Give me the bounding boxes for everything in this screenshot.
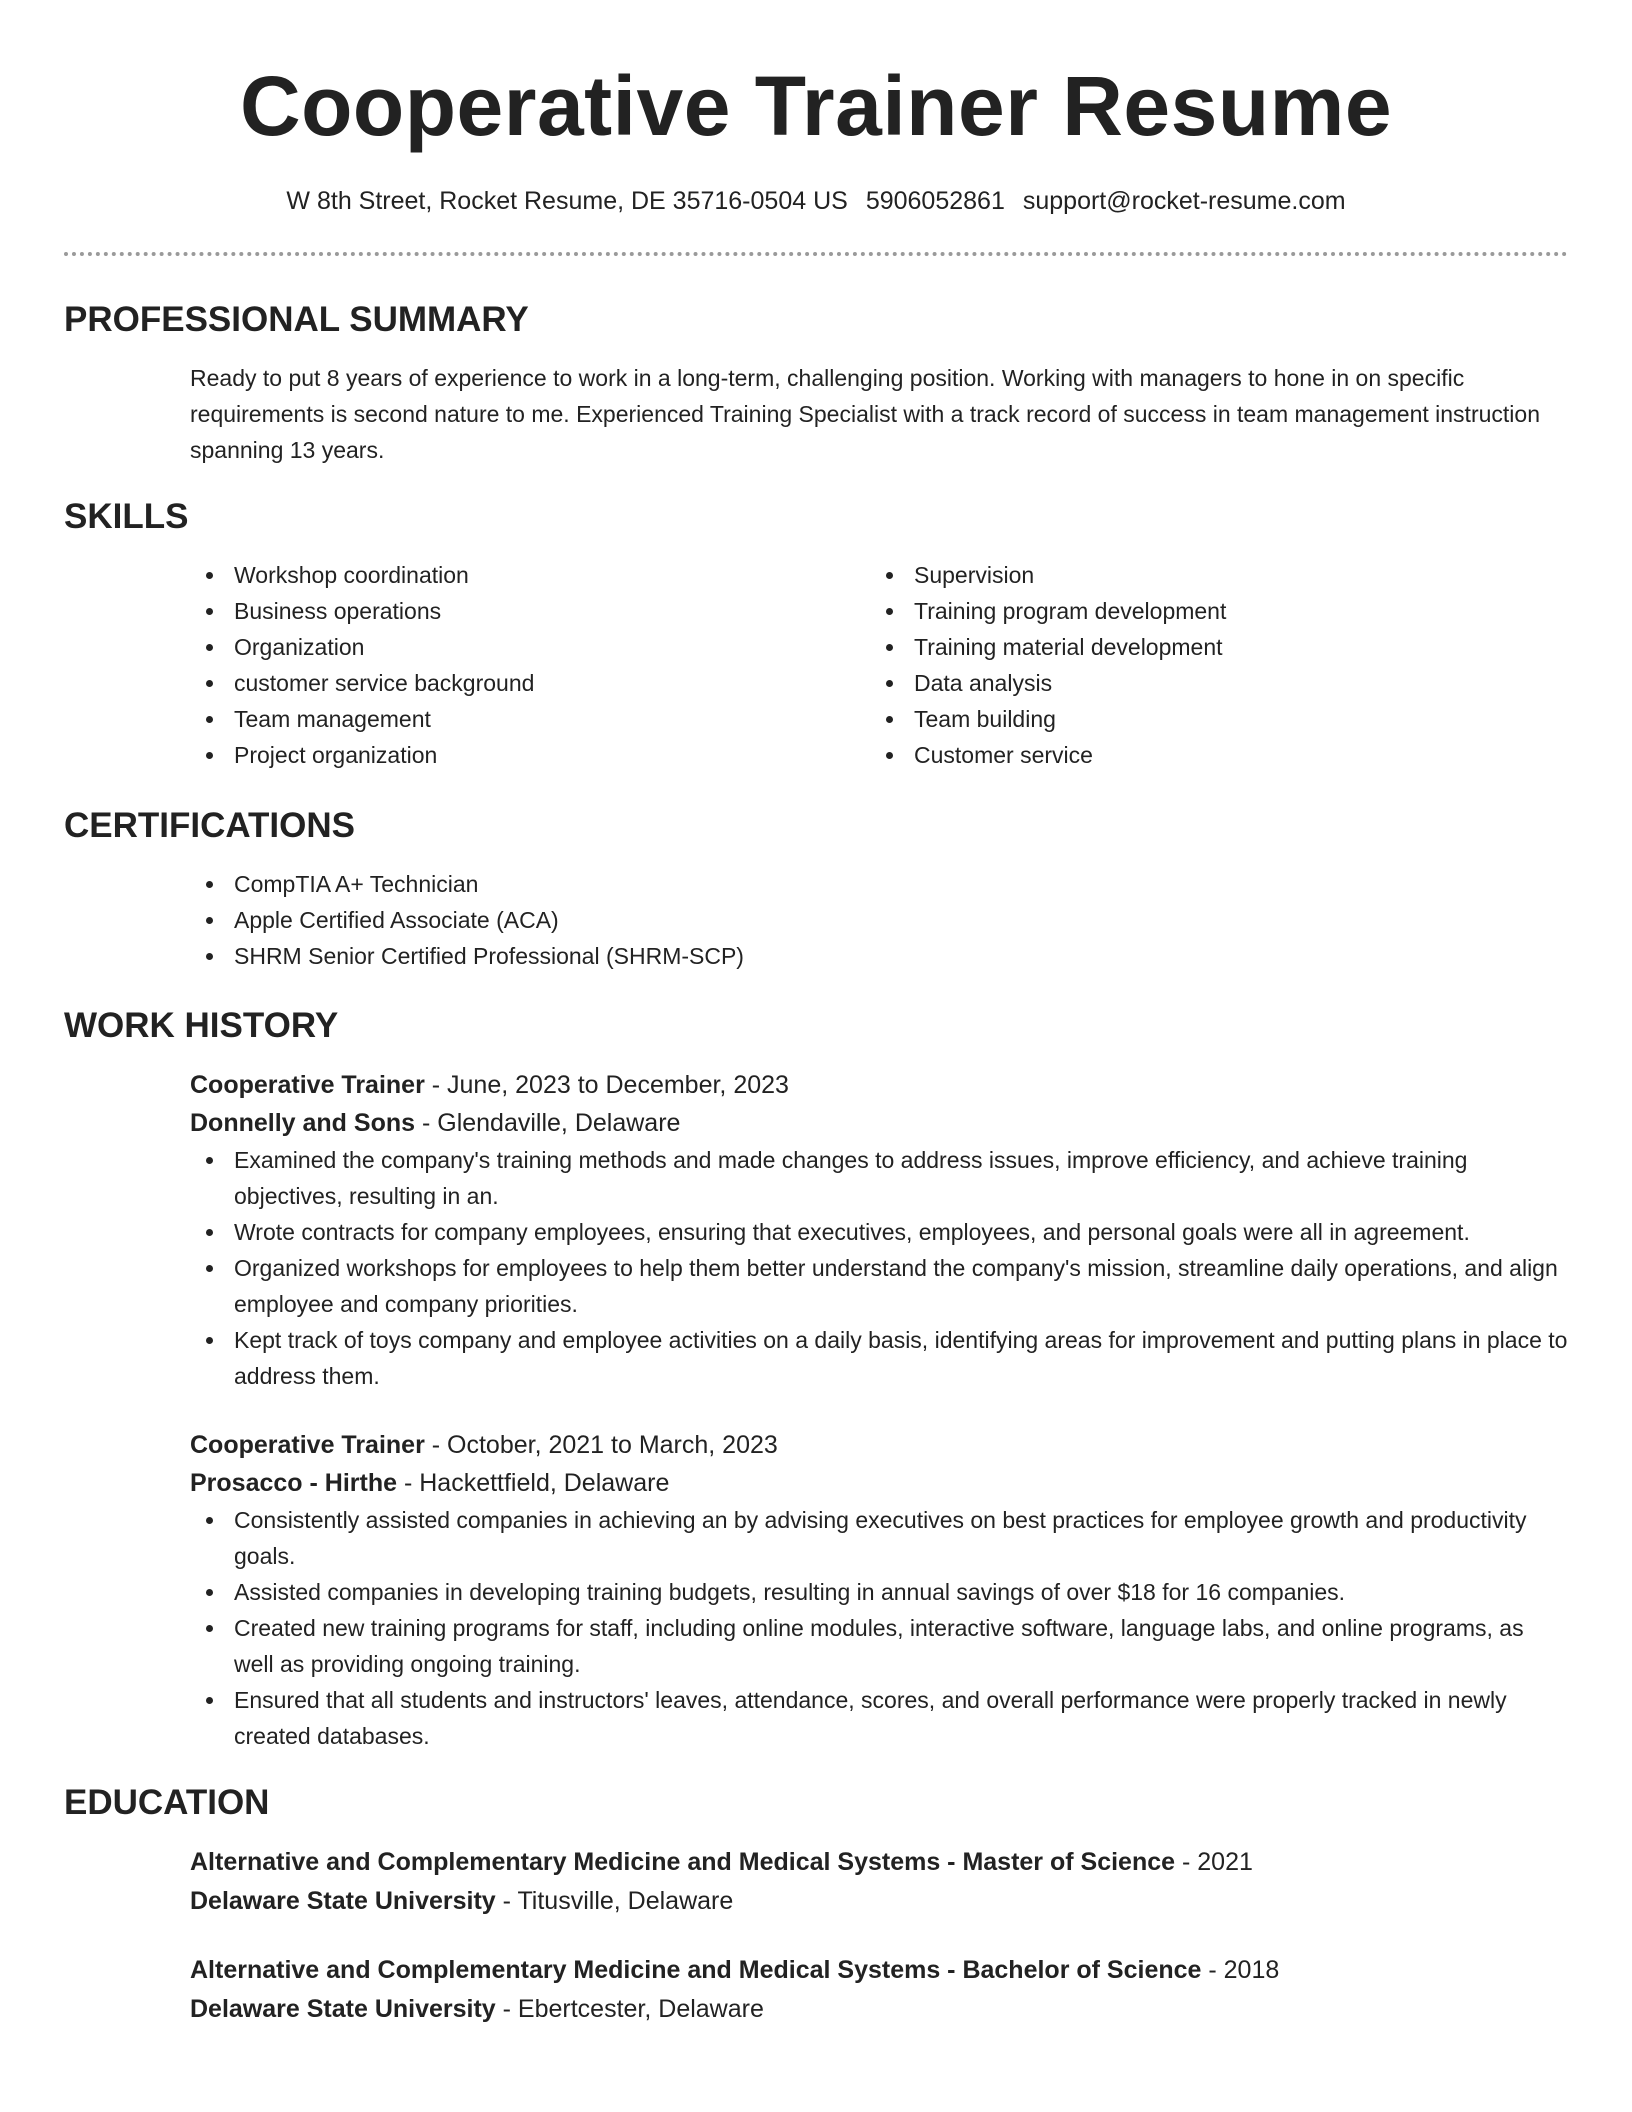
education-entry (190, 1843, 1568, 1921)
education-location: - Ebertcester, Delaware (495, 1995, 764, 2023)
contact-email[interactable]: support@rocket-resume.com (1022, 187, 1346, 215)
summary-section (190, 360, 1568, 468)
certifications-section (190, 866, 1568, 974)
education-school: Delaware State University (190, 1995, 496, 2023)
contact-address: W 8th Street, Rocket Resume, DE 35716-0504 US (286, 187, 848, 215)
skill-item: Data analysis (870, 665, 1550, 701)
job-duty: Kept track of toys company and employee activities on a daily basis, identifying areas for improvement and putting plans in place to address them. (190, 1322, 1568, 1394)
certification-item: SHRM Senior Certified Professional (SHRM-SCP) (190, 938, 1568, 974)
job-dates: - October, 2021 to March, 2023 (424, 1431, 778, 1459)
skill-item: Workshop coordination (190, 557, 870, 593)
work-section (190, 1066, 1568, 1754)
skills-grid (190, 557, 1568, 773)
skill-item: Training program development (870, 593, 1550, 629)
education-school-line (190, 1990, 1568, 2029)
job-location: - Glendaville, Delaware (415, 1109, 681, 1137)
skill-item: Team building (870, 701, 1550, 737)
job-duty: Ensured that all students and instructors' leaves, attendance, scores, and overall performance were properly tracked in newly created databases. (190, 1682, 1568, 1754)
job-duty: Wrote contracts for company employees, ensuring that executives, employees, and personal goals were all in agreement. (190, 1214, 1568, 1250)
job-duties (190, 1502, 1568, 1754)
skill-item: Supervision (870, 557, 1550, 593)
job-entry (190, 1426, 1568, 1754)
job-duty: Organized workshops for employees to help them better understand the company's mission, streamline daily operations, and align employee and company priorities. (190, 1250, 1568, 1322)
certification-item: CompTIA A+ Technician (190, 866, 1568, 902)
job-duty: Examined the company's training methods and made changes to address issues, improve efficiency, and achieve training objectives, resulting in an. (190, 1142, 1568, 1214)
skills-list-left (190, 557, 870, 773)
skill-item: Business operations (190, 593, 870, 629)
job-entry (190, 1066, 1568, 1394)
skills-list-right (870, 557, 1550, 773)
job-title: Cooperative Trainer (190, 1071, 425, 1099)
education-entry (190, 1951, 1568, 2029)
education-year: - 2021 (1175, 1848, 1253, 1876)
certifications-list (190, 866, 1568, 974)
education-year: - 2018 (1201, 1956, 1280, 1984)
job-duty: Assisted companies in developing training budgets, resulting in annual savings of over $18 for 16 companies. (190, 1574, 1568, 1610)
contact-line (64, 184, 1568, 218)
education-school-line (190, 1882, 1568, 1921)
resume-title: Cooperative Trainer Resume (239, 59, 1393, 153)
education-degree: Alternative and Complementary Medicine and Medical Systems - Master of Science (190, 1848, 1176, 1876)
job-duty: Created new training programs for staff, including online modules, interactive software, language labs, and online programs, as well as providing ongoing training. (190, 1610, 1568, 1682)
skills-section (190, 557, 1568, 773)
education-school: Delaware State University (190, 1887, 496, 1915)
job-company: Donnelly and Sons (190, 1109, 416, 1137)
contact-phone: 5906052861 (865, 187, 1005, 215)
job-location: - Hackettfield, Delaware (397, 1469, 670, 1497)
job-duty: Consistently assisted companies in achieving an by advising executives on best practices for employee growth and productivity goals. (190, 1502, 1568, 1574)
job-company: Prosacco - Hirthe (190, 1469, 398, 1497)
job-title: Cooperative Trainer (190, 1431, 425, 1459)
job-title-line (190, 1066, 1568, 1104)
job-dates: - June, 2023 to December, 2023 (424, 1071, 789, 1099)
education-degree-line (190, 1843, 1568, 1882)
job-title-line (190, 1426, 1568, 1464)
skills-heading: SKILLS (64, 497, 189, 536)
summary-text: Ready to put 8 years of experience to work in a long-term, challenging position. Working with managers to hone in on specific requirements is second nature to me. Experienced Training Specialist with a track record of success in team management instruction spanning 13 years. (190, 365, 1540, 463)
skill-item: Training material development (870, 629, 1550, 665)
education-degree: Alternative and Complementary Medicine and Medical Systems - Bachelor of Science (190, 1956, 1202, 1984)
education-location: - Titusville, Delaware (495, 1887, 734, 1915)
certifications-heading: CERTIFICATIONS (64, 806, 356, 845)
skill-item: Team management (190, 701, 870, 737)
education-heading: EDUCATION (64, 1783, 270, 1822)
header-divider (64, 252, 1568, 256)
summary-heading: PROFESSIONAL SUMMARY (64, 300, 529, 339)
skill-item: customer service background (190, 665, 870, 701)
work-heading: WORK HISTORY (64, 1006, 339, 1045)
education-degree-line (190, 1951, 1568, 1990)
job-duties (190, 1142, 1568, 1394)
education-section (190, 1843, 1568, 2029)
skill-item: Organization (190, 629, 870, 665)
skill-item: Project organization (190, 737, 870, 773)
certification-item: Apple Certified Associate (ACA) (190, 902, 1568, 938)
job-company-line (190, 1104, 1568, 1142)
job-company-line (190, 1464, 1568, 1502)
skill-item: Customer service (870, 737, 1550, 773)
